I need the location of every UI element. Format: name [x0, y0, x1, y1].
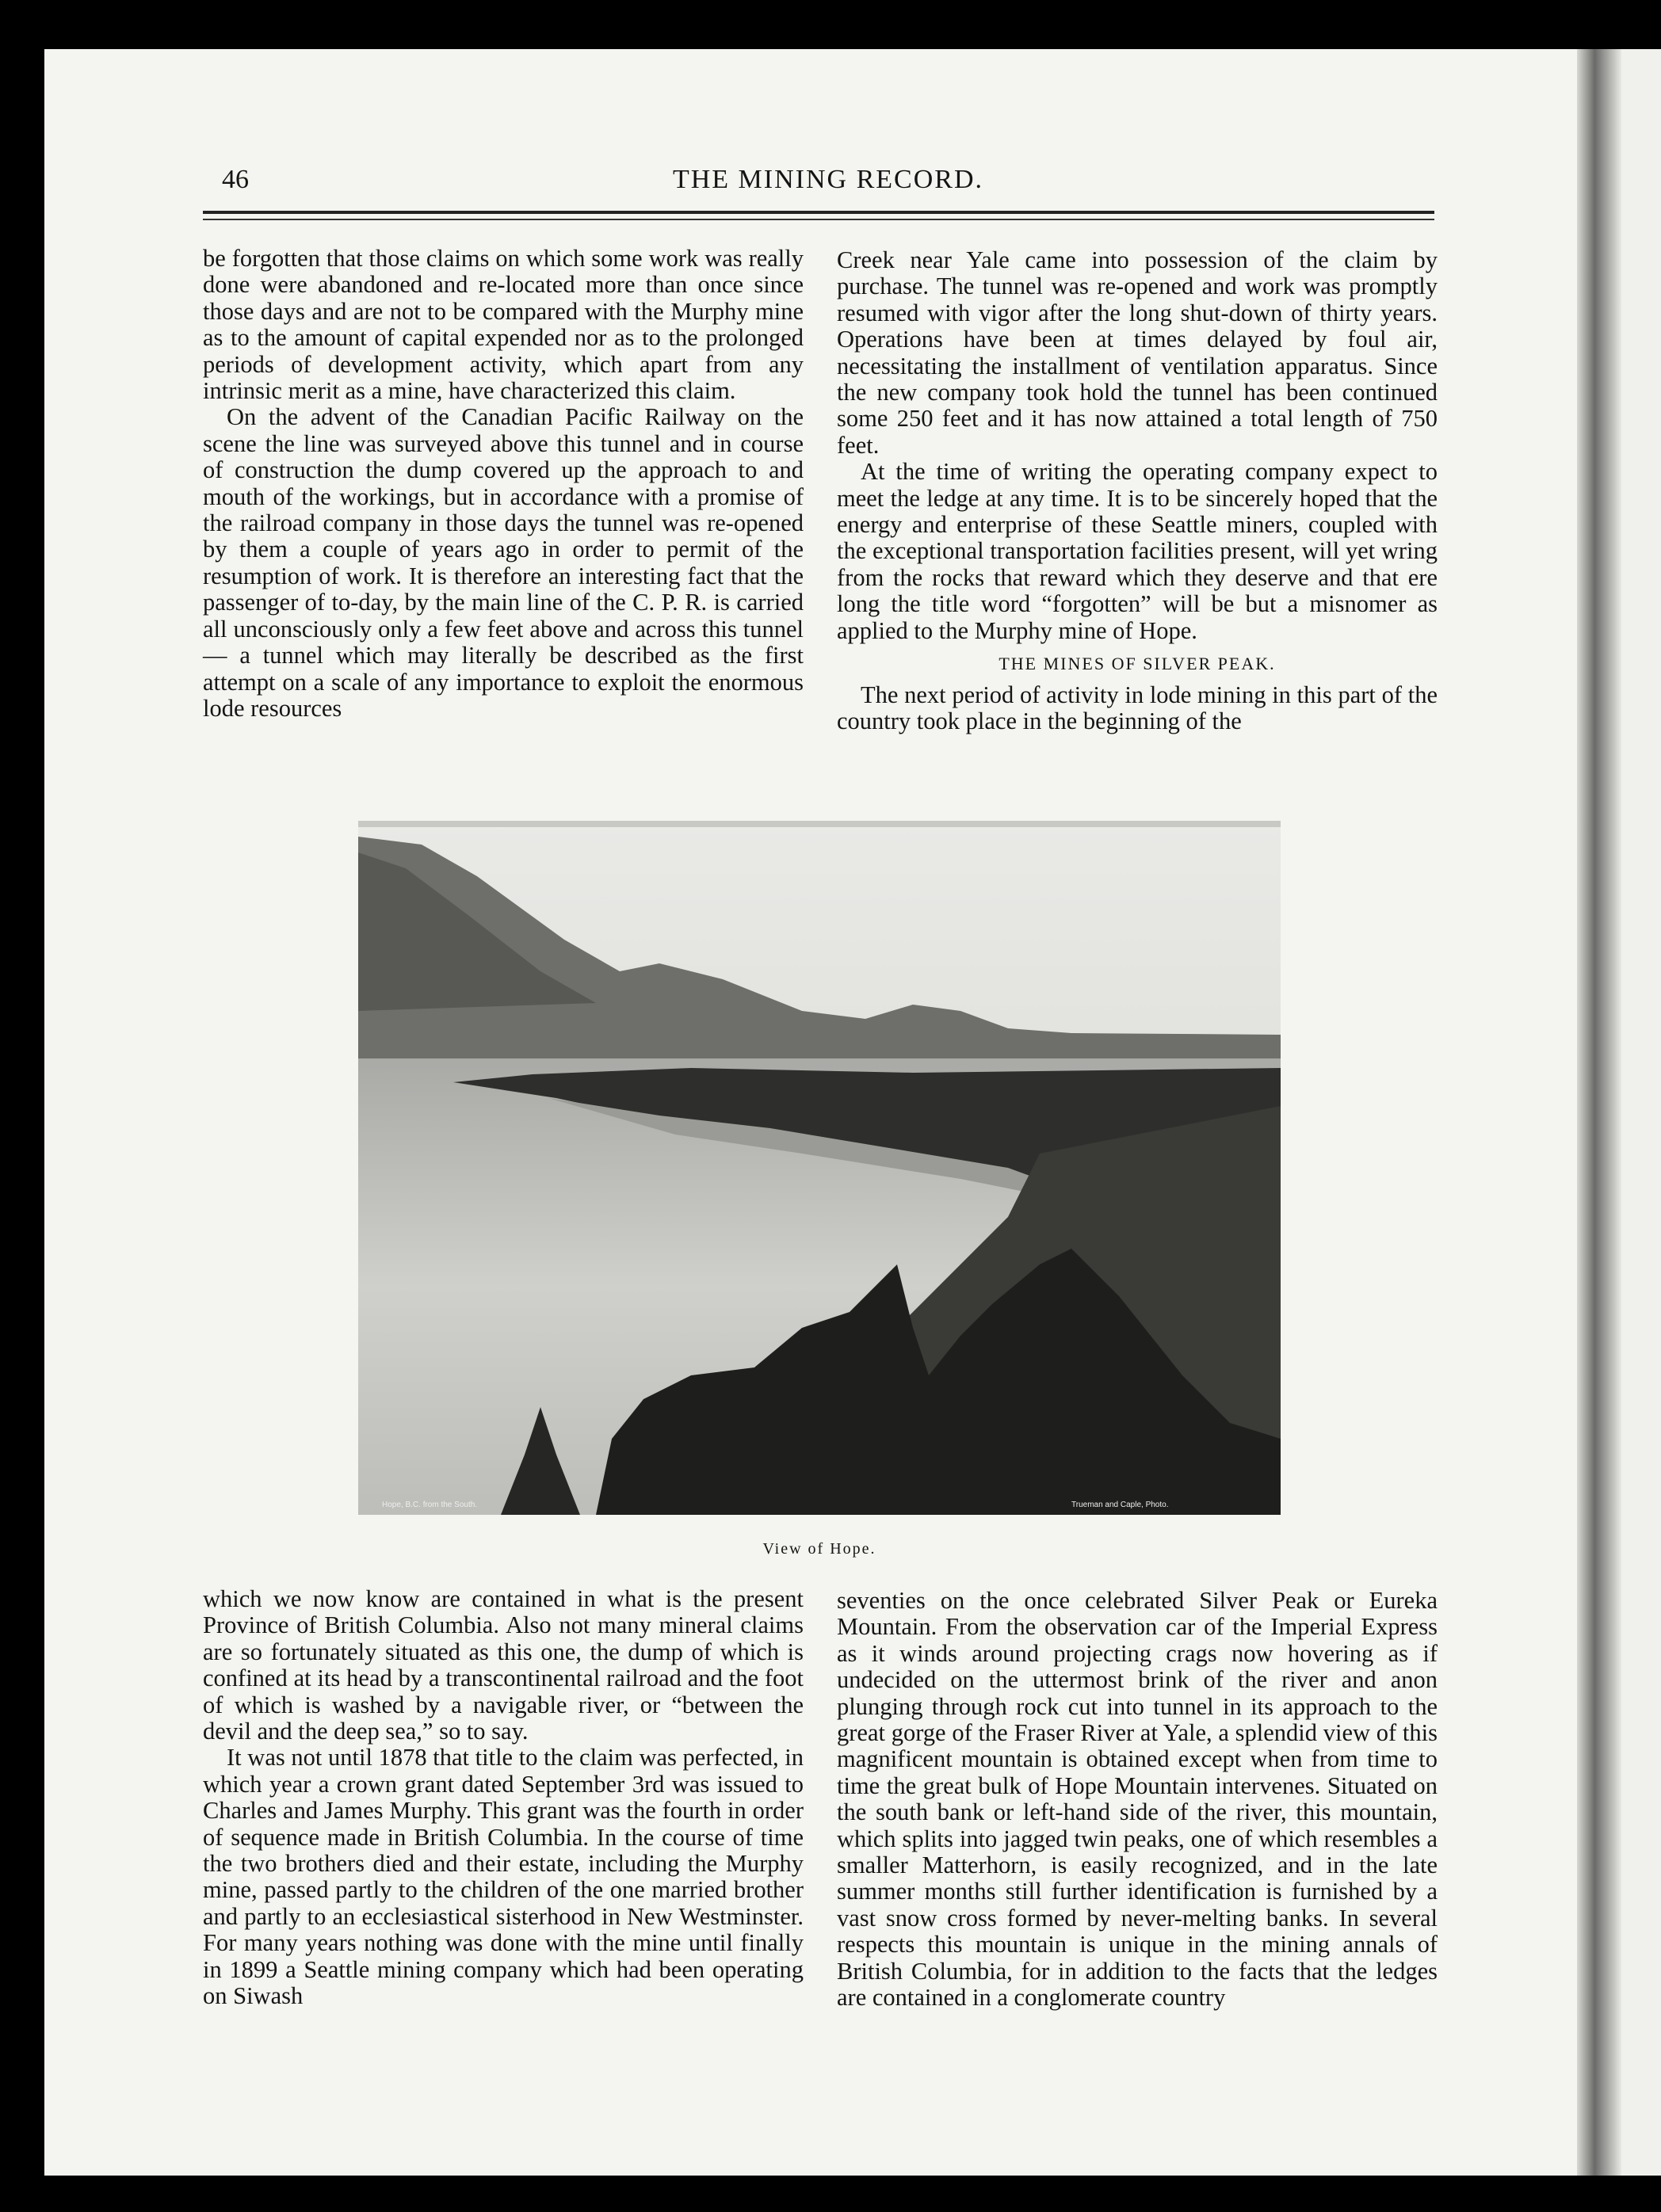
running-title: THE MINING RECORD. — [672, 165, 984, 194]
paragraph: The next period of activity in lode mining in this part of the country took place in the beginning of the — [837, 681, 1438, 734]
next-page-edge — [1621, 49, 1661, 2176]
paragraph: On the advent of the Canadian Pacific Railway on the scene the line was surveyed above this tunnel and in course of construction the dump covered up the approach to and mouth of the workings, but in accordance with a promise of the railroad company in those days the tunnel was re-opened by them a couple of years ago in order to permit of the resumption of work. It is therefore an interesting fact that the passenger of to-day, by the main line of the C. P. R. is carried all unconsciously only a few feet above and across this tunnel— a tunnel which may literally be described as the first attempt on a scale of any importance to exploit the enormous lode resources — [203, 403, 804, 722]
photo-caption: View of Hope. — [762, 1540, 876, 1558]
left-column-top — [203, 246, 804, 722]
header-rule-thick — [203, 211, 1434, 214]
right-column-bottom — [837, 1588, 1438, 2012]
paragraph: seventies on the once celebrated Silver Peak or Eureka Mountain. From the observation car of the Imperial Express as it winds around projecting crags now hovering as if undecided on the uttermost brink of the river and anon plunging through rock cut into tunnel in its approach to the great gorge of the Fraser River at Yale, a splendid view of this magnificent mountain is obtained except when from time to time the great bulk of Hope Mountain intervenes. Situated on the south bank or left-hand side of the river, this mountain, which splits into jagged twin peaks, one of which resembles a smaller Matterhorn, is easily recognized, and in the late summer months still further identification is furnished by a vast snow cross formed by never-melting banks. In several respects this mountain is unique in the mining annals of British Columbia, for in addition to the facts that the ledges are contained in a conglomerate country — [837, 1587, 1438, 2012]
paragraph: At the time of writing the operating company expect to meet the ledge at any time. It is to be sincerely hoped that the energy and enterprise of these Seattle miners, coupled with the exceptional transportation facilities present, will yet wring from the rocks that reward which they deserve and that ere long the title word “forgotten” will be but a misnomer as applied to the Murphy mine of Hope. — [837, 458, 1438, 644]
photo-inscription-left: Hope, B.C. from the South. — [382, 1501, 478, 1509]
right-column-top — [837, 247, 1438, 734]
paragraph: Creek near Yale came into possession of the claim by purchase. The tunnel was re-opened and work was promptly resumed with vigor after the long shut-down of thirty years. Operations have been at times delayed by foul air, necessitating the installment of ventilation apparatus. Since the new company took hold the tunnel has been continued some 250 feet and it has now attained a total length of 750 feet. — [837, 246, 1438, 459]
photo-inscription-right: Trueman and Caple, Photo. — [1071, 1501, 1169, 1509]
view-of-hope-photograph — [358, 821, 1281, 1515]
left-column-bottom — [203, 1586, 804, 2010]
paragraph: which we now know are contained in what is the present Province of British Columbia. Also not many mineral claims are so fortunately situated as this one, the dump of which is confined at its head by a transcontinental railroad and the foot of which is washed by a navigable river, or “between the devil and the deep sea,” so to say. — [203, 1585, 804, 1745]
section-heading: THE MINES OF SILVER PEAK. — [999, 654, 1276, 674]
paragraph: It was not until 1878 that title to the claim was perfected, in which year a crown grant dated September 3rd was issued to Charles and James Murphy. This grant was the fourth in order of sequence made in British Columbia. In the course of time the two brothers died and their estate, including the Murphy mine, passed partly to the children of the one married brother and partly to an ecclesiastical sisterhood in New Westminster. For many years nothing was done with the mine until finally in 1899 a Seattle mining company which had been operating on Siwash — [203, 1744, 804, 2010]
page-header — [222, 165, 1434, 204]
header-rule-thin — [203, 219, 1434, 220]
book-spine-shadow — [1577, 49, 1621, 2176]
paragraph: be forgotten that those claims on which some work was really done were abandoned and re-located more than once since those days and are not to be compared with the Murphy mine as to the amount of capital expended nor as to the prolonged periods of development activity, which apart from any intrinsic merit as a mine, have characterized this claim. — [203, 245, 804, 405]
page-number: 46 — [222, 165, 249, 194]
